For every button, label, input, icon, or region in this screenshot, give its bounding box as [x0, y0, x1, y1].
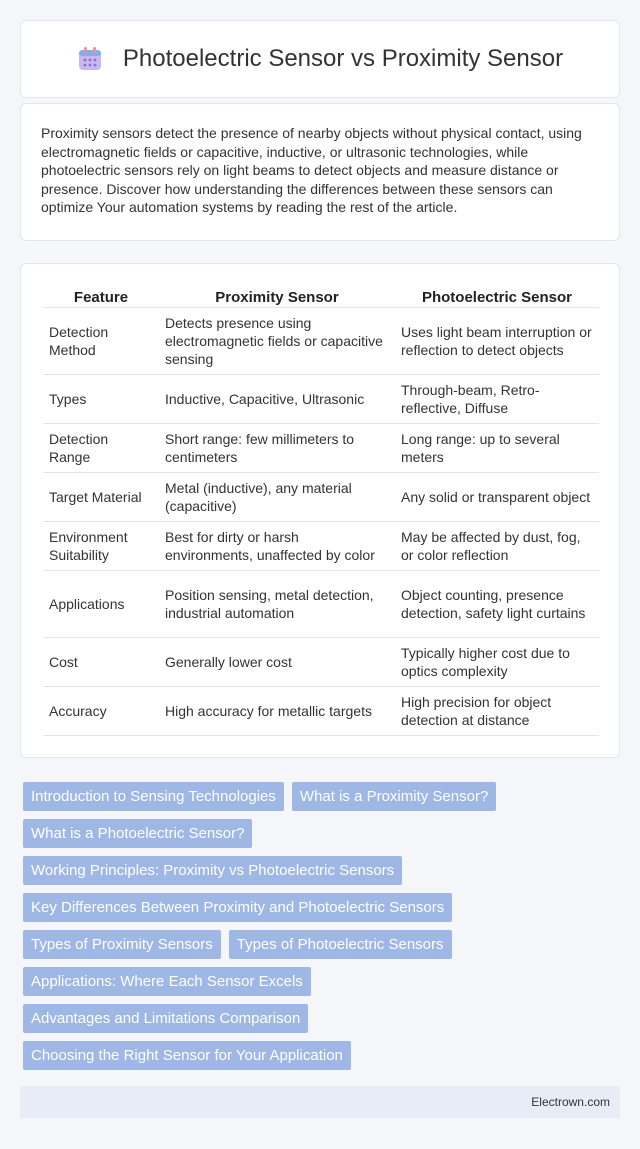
table-cell-feature: Detection Method [43, 308, 159, 375]
table-cell-feature: Applications [43, 571, 159, 638]
table-cell-photoelectric: Uses light beam interruption or reflection to detect objects [395, 308, 599, 375]
footer [20, 1086, 620, 1118]
toc-row [23, 1004, 623, 1041]
title-card [20, 20, 620, 98]
page-title: Photoelectric Sensor vs Proximity Sensor [122, 45, 564, 72]
table-row [43, 424, 599, 473]
table-row [43, 473, 599, 522]
table-row [43, 638, 599, 687]
toc-link-introduction[interactable]: Introduction to Sensing Technologies [23, 782, 284, 811]
table-row [43, 375, 599, 424]
toc-row [23, 893, 623, 930]
toc-link-key-differences[interactable]: Key Differences Between Proximity and Photoelectric Sensors [23, 893, 452, 922]
toc-links [23, 782, 623, 1078]
toc-link-working-principles[interactable]: Working Principles: Proximity vs Photoelectric Sensors [23, 856, 402, 885]
toc-link-types-proximity[interactable]: Types of Proximity Sensors [23, 930, 221, 959]
toc-link-advantages[interactable]: Advantages and Limitations Comparison [23, 1004, 308, 1033]
intro-card [20, 103, 620, 241]
toc-row [23, 1041, 623, 1078]
table-cell-feature: Detection Range [43, 424, 159, 473]
toc-link-choosing[interactable]: Choosing the Right Sensor for Your Application [23, 1041, 351, 1070]
toc-row [23, 930, 623, 967]
toc-link-what-is-proximity[interactable]: What is a Proximity Sensor? [292, 782, 496, 811]
table-cell-photoelectric: Long range: up to several meters [395, 424, 599, 473]
toc-row [23, 856, 623, 893]
table-cell-proximity: High accuracy for metallic targets [159, 687, 395, 736]
footer-site-name[interactable]: Electrown.com [531, 1095, 610, 1109]
table-cell-feature: Cost [43, 638, 159, 687]
table-cell-photoelectric: Any solid or transparent object [395, 473, 599, 522]
table-cell-proximity: Best for dirty or harsh environments, unaffected by color [159, 522, 395, 571]
comparison-card [20, 263, 620, 758]
table-row [43, 308, 599, 375]
calendar-icon [77, 46, 103, 72]
header-proximity: Proximity Sensor [159, 280, 395, 308]
toc-link-what-is-photoelectric[interactable]: What is a Photoelectric Sensor? [23, 819, 252, 848]
table-cell-feature: Types [43, 375, 159, 424]
header-photoelectric: Photoelectric Sensor [395, 280, 599, 308]
table-cell-photoelectric: Typically higher cost due to optics complexity [395, 638, 599, 687]
toc-row [23, 782, 623, 819]
table-row [43, 571, 599, 638]
table-header-row [43, 280, 599, 308]
table-cell-feature: Target Material [43, 473, 159, 522]
table-cell-photoelectric: May be affected by dust, fog, or color reflection [395, 522, 599, 571]
table-cell-proximity: Detects presence using electromagnetic fields or capacitive sensing [159, 308, 395, 375]
toc-row [23, 967, 623, 1004]
table-cell-feature: Accuracy [43, 687, 159, 736]
table-cell-proximity: Generally lower cost [159, 638, 395, 687]
table-cell-proximity: Metal (inductive), any material (capacitive) [159, 473, 395, 522]
table-row [43, 687, 599, 736]
header-feature: Feature [43, 280, 159, 308]
toc-link-applications[interactable]: Applications: Where Each Sensor Excels [23, 967, 311, 996]
table-cell-photoelectric: High precision for object detection at distance [395, 687, 599, 736]
table-cell-proximity: Inductive, Capacitive, Ultrasonic [159, 375, 395, 424]
toc-row [23, 819, 623, 856]
comparison-table [43, 280, 599, 736]
table-cell-proximity: Short range: few millimeters to centimeters [159, 424, 395, 473]
table-row [43, 522, 599, 571]
toc-link-types-photoelectric[interactable]: Types of Photoelectric Sensors [229, 930, 452, 959]
table-cell-proximity: Position sensing, metal detection, industrial automation [159, 571, 395, 638]
table-cell-feature: Environment Suitability [43, 522, 159, 571]
table-cell-photoelectric: Object counting, presence detection, safety light curtains [395, 571, 599, 638]
intro-paragraph: Proximity sensors detect the presence of nearby objects without physical contact, using electromagnetic fields or capacitive, inductive, or ultrasonic technologies, while photoelectric sensors rely on light beams to detect objects and measure distance or presence. Discover how understanding the differences between these sensors can optimize Your automation systems by reading the rest of the article. [41, 125, 582, 215]
table-cell-photoelectric: Through-beam, Retro-reflective, Diffuse [395, 375, 599, 424]
